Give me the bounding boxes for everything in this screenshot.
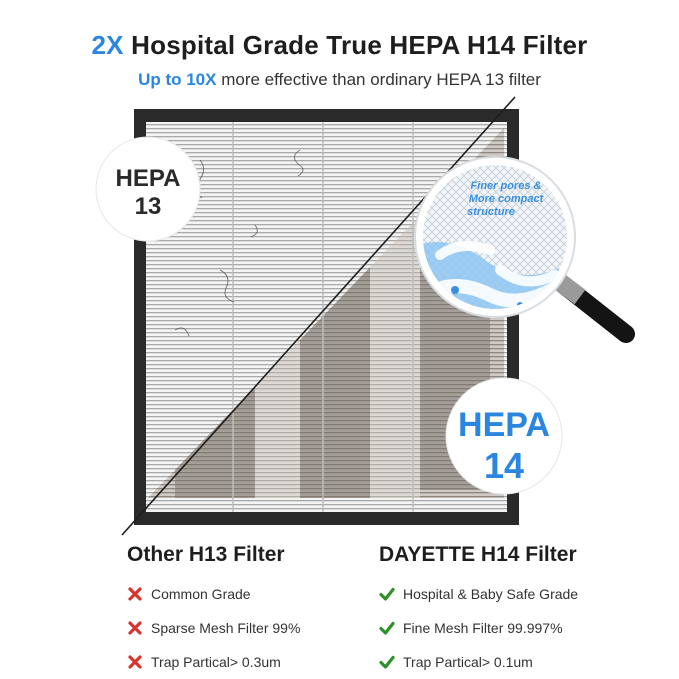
list-item-label: Sparse Mesh Filter 99% xyxy=(151,620,301,636)
list-item xyxy=(127,577,300,611)
hepa13-line2: 13 xyxy=(134,193,162,220)
list-item-label: Common Grade xyxy=(151,586,251,602)
list-item-label: Trap Partical> 0.1um xyxy=(403,654,533,670)
headline-text: Hospital Grade True HEPA H14 Filter xyxy=(131,30,588,60)
hepa14-line2: 14 xyxy=(483,445,525,486)
list-item-label: Trap Partical> 0.3um xyxy=(151,654,281,670)
list-item-label: Fine Mesh Filter 99.997% xyxy=(403,620,563,636)
hepa13-line1: HEPA xyxy=(115,165,181,192)
right-feature-list xyxy=(379,577,578,679)
cross-icon xyxy=(127,586,143,602)
check-icon xyxy=(379,620,395,636)
check-icon xyxy=(379,586,395,602)
hepa14-line1: HEPA xyxy=(458,406,550,444)
magnifier-caption-line3: structure xyxy=(467,206,515,218)
right-column-title: DAYETTE H14 Filter xyxy=(379,543,577,566)
list-item-label: Hospital & Baby Safe Grade xyxy=(403,586,579,602)
list-item xyxy=(379,645,578,679)
list-item xyxy=(379,577,578,611)
subheadline-text: more effective than ordinary HEPA 13 filter xyxy=(221,70,541,89)
left-column-title: Other H13 Filter xyxy=(127,543,285,566)
hepa14-badge xyxy=(446,378,562,494)
magnifier-caption-line1: Finer pores & xyxy=(470,180,542,192)
list-item xyxy=(127,645,300,679)
check-icon xyxy=(379,654,395,670)
cross-icon xyxy=(127,654,143,670)
list-item xyxy=(127,611,300,645)
left-feature-list xyxy=(127,577,300,679)
magnifier-caption-line2: More compact xyxy=(468,193,544,205)
subheadline-accent: Up to 10X xyxy=(138,70,217,89)
hepa13-badge xyxy=(96,137,200,241)
cross-icon xyxy=(127,620,143,636)
headline-accent: 2X xyxy=(91,30,124,60)
list-item xyxy=(379,611,578,645)
